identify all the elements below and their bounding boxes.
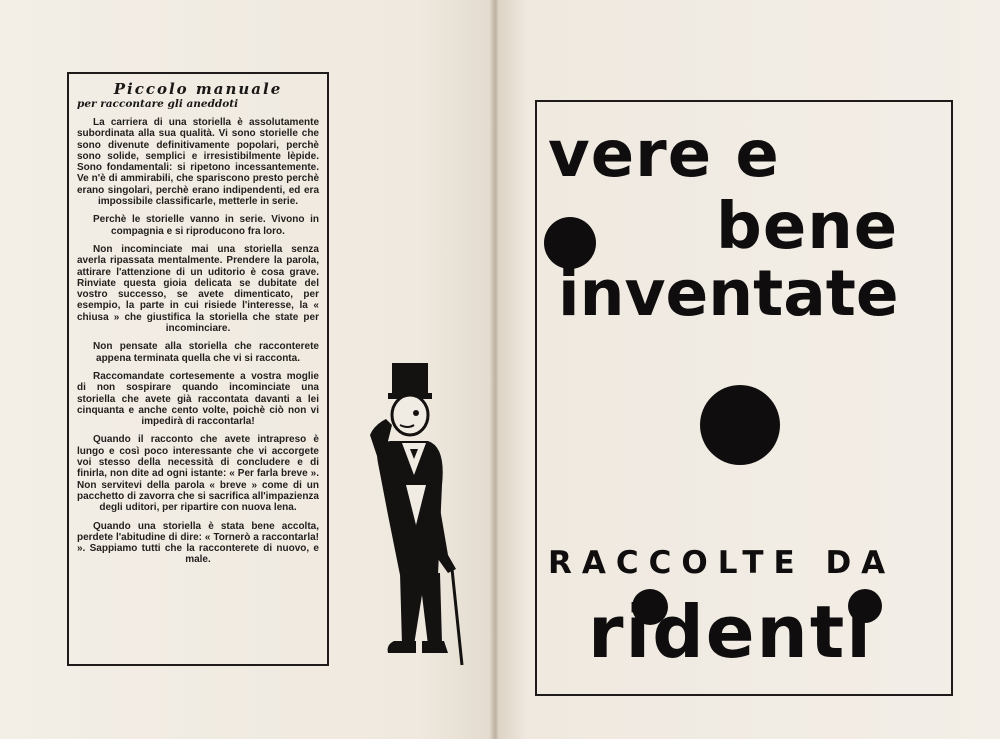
manual-paragraph: Non incominciate mai una storiella senza averla ripassata mentalmente. Prendere la parola, attirare l'attenzione di un uditorio è cosa grave. Rinviate questa gioia delicata se dubitate del vostro successo, se avete dimenticato, per esempio, la parte in cui risiede l'interesse, la « chiusa » che giustifica la storiella che state per incominciare. xyxy=(77,243,319,335)
manual-subtitle: per raccontare gli aneddoti xyxy=(77,98,239,110)
title-bene: bene xyxy=(716,190,899,264)
gentleman-illustration xyxy=(330,355,470,675)
manual-paragraph: Non pensate alla storiella che racconterete appena terminata quella che vi si racconta. xyxy=(93,341,319,364)
subtitle-raccolte-da: RACCOLTE DA xyxy=(548,545,896,581)
manual-box xyxy=(67,72,329,666)
manual-paragraph: Quando una storiella è stata bene accolta, perdete l'abitudine di dire: « Tornerò a raccontarla! ». Sappiamo tutti che la racconterete di nuovo, e male. xyxy=(77,520,319,566)
title-inventate: inventate xyxy=(558,257,899,330)
manual-paragraph: Quando il racconto che avete intrapreso è lungo e così poco interessante che vi accorgete voi stesso della necessità di concludere e di finirla, non dite ad ogni istante: « Per farla breve ». Non servitevi della parola « breve » come di un pacchetto di zavorra che si sacrifica all'impazienza degli uditori, per ripartire con nuova lena. xyxy=(77,434,319,514)
manual-paragraph: La carriera di una storiella è assolutamente subordinata alla sua qualità. Vi sono storielle che sono divenute definitivamente popolari, perchè sono solide, semplici e irresistibilmente lèpide. Sono fondamentali: si ripetono incessantemente. Ve n'è di ammirabili, che spariscono presto perchè erano singolari, perchè erano indipendenti, ed era impossibile classificarle, metterle in serie. xyxy=(77,117,319,208)
decorative-dot xyxy=(700,385,780,465)
author-ridenti: ridenti xyxy=(588,590,873,674)
manual-paragraph: Raccomandate cortesemente a vostra moglie di non sospirare quando incominciate una storiella che avete già raccontata davanti a lei cinquanta e anche cento volte, poichè ciò non vi impedirà di raccontarla! xyxy=(77,370,319,428)
manual-title: Piccolo manuale xyxy=(113,80,283,98)
title-vere-e: vere e xyxy=(548,118,780,192)
manual-paragraph: Perchè le storielle vanno in serie. Vivono in compagnia e si riproducono fra loro. xyxy=(93,214,319,237)
